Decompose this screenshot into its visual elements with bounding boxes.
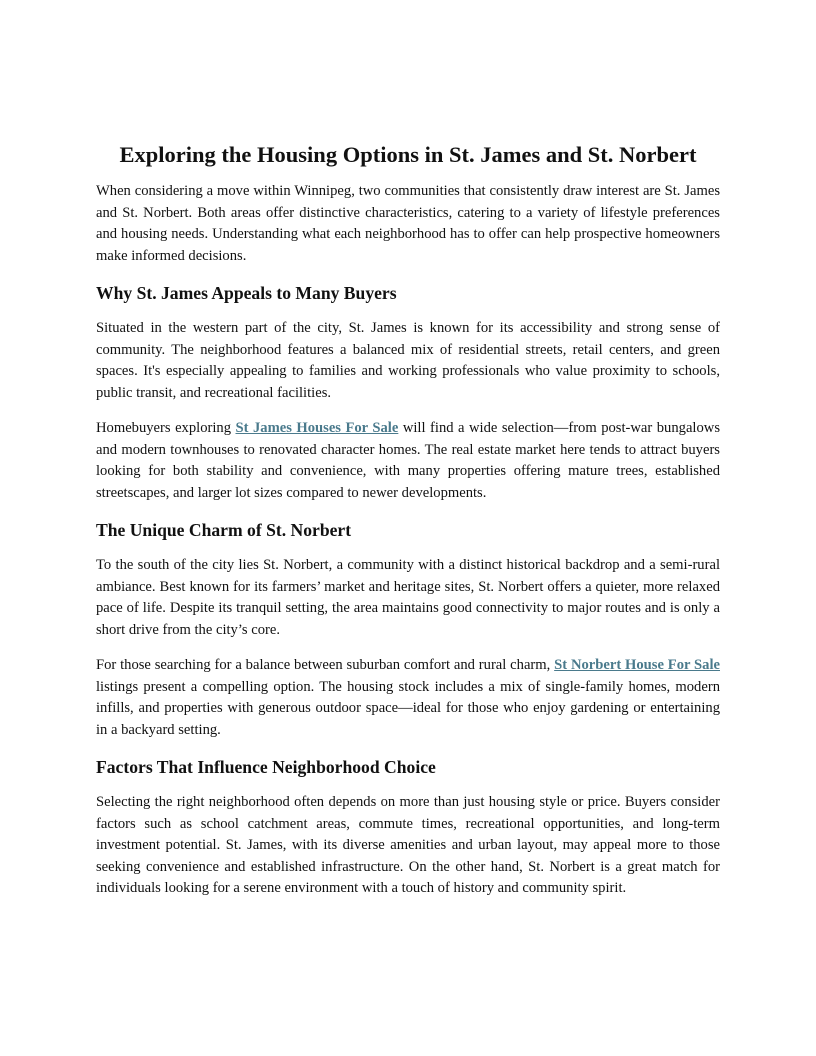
section-heading-st-norbert: The Unique Charm of St. Norbert xyxy=(96,520,352,540)
st-norbert-house-link[interactable]: St Norbert House For Sale xyxy=(554,657,720,673)
intro-paragraph: When considering a move within Winnipeg, two communities that consistently draw interest are St. James and St. Norbert. Both areas offer distinctive characteristics, catering to a variety of lifestyle preferences and housing needs. Understanding what each neighborhood has to offer can help prospective homeowners make informed decisions. xyxy=(96,183,720,264)
st-james-houses-link[interactable]: St James Houses For Sale xyxy=(235,420,399,436)
st-james-paragraph-2 xyxy=(96,418,720,504)
section-heading-st-james: Why St. James Appeals to Many Buyers xyxy=(96,283,397,303)
st-norbert-p2-after: listings present a compelling option. The housing stock includes a mix of single-family homes, modern infills, and properties with generous outdoor space—ideal for those who enjoy gardening or entertaining in a backyard setting. xyxy=(96,678,720,738)
st-norbert-paragraph-1: To the south of the city lies St. Norbert, a community with a distinct historical backdrop and a semi-rural ambiance. Best known for its farmers’ market and heritage sites, St. Norbert offers a quieter, more relaxed pace of life. Despite its tranquil setting, the area maintains good connectivity to major routes and is only a short drive from the city’s core. xyxy=(96,557,720,638)
document-page xyxy=(96,140,720,914)
st-norbert-paragraph-2 xyxy=(96,655,720,741)
section-heading-factors: Factors That Influence Neighborhood Choice xyxy=(96,757,436,777)
st-james-paragraph-1: Situated in the western part of the city, St. James is known for its accessibility and strong sense of community. The neighborhood features a balanced mix of residential streets, retail centers, and green spaces. It's especially appealing to families and working professionals who value proximity to schools, public transit, and recreational facilities. xyxy=(96,320,720,401)
st-james-p2-before: Homebuyers exploring xyxy=(96,420,236,436)
st-norbert-p2-before: For those searching for a balance between suburban comfort and rural charm, xyxy=(96,657,555,673)
page-title: Exploring the Housing Options in St. James and St. Norbert xyxy=(119,142,697,167)
factors-paragraph-1: Selecting the right neighborhood often depends on more than just housing style or price. Buyers consider factors such as school catchment areas, commute times, recreational opportunities, and long-term investment potential. St. James, with its diverse amenities and urban layout, may appeal more to those seeking convenience and established infrastructure. On the other hand, St. Norbert is a great match for individuals looking for a serene environment with a touch of history and community spirit. xyxy=(96,794,720,896)
st-james-p2-after: will find a wide selection—from post-war bungalows and modern townhouses to renovated character homes. The real estate market here tends to attract buyers looking for both stability and convenience, with many properties offering mature trees, established streetscapes, and larger lot sizes compared to newer developments. xyxy=(96,420,720,501)
